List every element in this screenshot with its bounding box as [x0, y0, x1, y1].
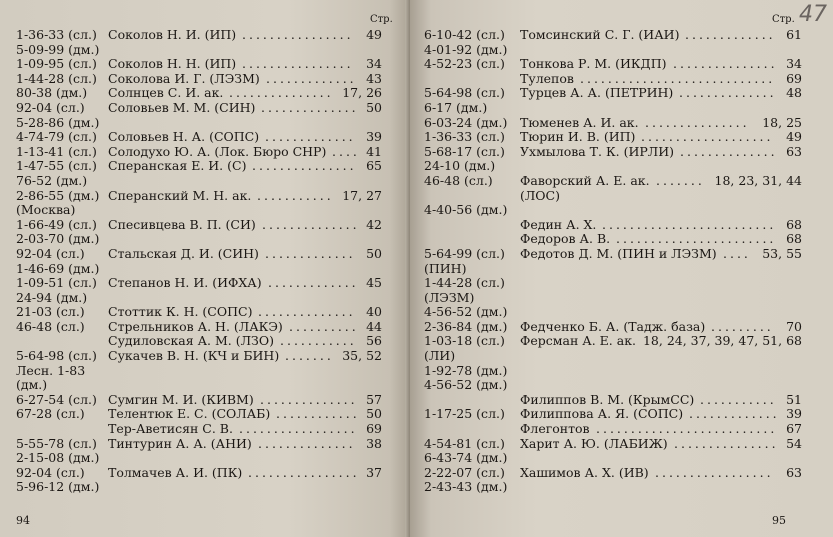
- page-refs: 40: [366, 304, 382, 320]
- index-entry: [424, 378, 802, 393]
- person-name: Соколов Н. И. (ИП): [108, 27, 237, 42]
- leader-dots: .......................: [616, 232, 777, 247]
- index-entry: [16, 203, 382, 218]
- phone-number: 4-40-56 (дм.): [424, 202, 508, 218]
- index-entry: [16, 116, 382, 131]
- person-name: Филиппов В. М. (КрымСС): [520, 391, 695, 407]
- page-refs: 34: [366, 56, 382, 72]
- index-entry: [16, 466, 382, 481]
- page-refs: 17, 26: [342, 85, 382, 101]
- index-entry: [424, 451, 802, 466]
- phone-number: 4-74-79 (сл.): [16, 129, 97, 145]
- index-entry: [16, 174, 382, 189]
- phone-number: 2-86-55 (дм.): [16, 187, 100, 203]
- leader-dots: ............: [276, 407, 360, 422]
- page-refs: 68: [786, 216, 802, 232]
- page-refs: 57: [366, 391, 382, 407]
- leader-dots: .......: [656, 173, 705, 188]
- left-page-number: 94: [16, 514, 30, 527]
- page-refs: 43: [366, 70, 382, 86]
- index-entry: [424, 72, 802, 87]
- person-name: Тер-Аветисян С. В.: [108, 421, 233, 437]
- page-refs: 56: [366, 333, 382, 349]
- index-entry: [424, 422, 802, 437]
- phone-number: 6-17 (дм.): [424, 99, 488, 115]
- index-entry: [424, 437, 802, 452]
- index-entry: [16, 437, 382, 452]
- person-name: Федин А. Х.: [520, 216, 597, 232]
- person-name: Сумгин М. И. (КИВМ): [108, 391, 254, 407]
- index-entry: [16, 247, 382, 262]
- index-entry: [16, 43, 382, 58]
- index-entry: [16, 320, 382, 335]
- phone-number: 1-92-78 (дм.): [424, 362, 508, 378]
- phone-number: 5-55-78 (сл.): [16, 435, 97, 451]
- phone-number: 5-64-98 (сл.): [424, 85, 505, 101]
- page-refs: 35, 52: [342, 348, 382, 364]
- phone-number: 5-64-98 (сл.): [16, 348, 97, 364]
- phone-number: 1-44-28 (сл.): [424, 275, 505, 291]
- page-refs: 39: [786, 406, 802, 422]
- phone-number: 46-48 (сл.): [424, 172, 493, 188]
- index-entry: [16, 262, 382, 277]
- index-entry: [16, 378, 382, 393]
- index-entry: [16, 86, 382, 101]
- phone-number: 1-47-55 (сл.): [16, 158, 97, 174]
- phone-number: 4-54-81 (сл.): [424, 435, 505, 451]
- index-entry: [16, 480, 382, 495]
- person-name: Толмачев А. И. (ПК): [108, 464, 243, 480]
- leader-dots: ................: [242, 28, 354, 42]
- phone-number: 6-03-24 (дм.): [424, 114, 508, 130]
- phone-number: 2-03-70 (дм.): [16, 231, 100, 247]
- index-entry: [16, 218, 382, 233]
- leader-dots: ...............: [645, 115, 750, 130]
- page-refs: 48: [786, 85, 802, 101]
- page-refs: 65: [366, 158, 382, 174]
- index-entry: [424, 28, 802, 43]
- phone-number: 4-01-92 (дм.): [424, 41, 508, 57]
- leader-dots: .............: [265, 130, 356, 145]
- person-name: Турцев А. А. (ПЕТРИН): [520, 85, 674, 101]
- leader-dots: ...............: [229, 86, 334, 101]
- person-name: Ферсман А. Е. ак.: [520, 333, 636, 349]
- phone-number: (ЛЭЗМ): [424, 289, 475, 305]
- index-entry: [424, 480, 802, 495]
- right-index-column: [424, 28, 802, 495]
- phone-number: 21-03 (сл.): [16, 304, 85, 320]
- phone-number: 1-66-49 (сл.): [16, 216, 97, 232]
- leader-dots: ....: [723, 246, 751, 261]
- phone-number: 5-68-17 (сл.): [424, 143, 505, 159]
- page-refs: 49: [786, 129, 802, 145]
- leader-dots: .............: [685, 28, 776, 42]
- page-refs: 50: [366, 99, 382, 115]
- index-entry: [16, 422, 382, 437]
- phone-number: 92-04 (сл.): [16, 245, 85, 261]
- person-name: Стоттик К. Н. (СОПС): [108, 304, 253, 320]
- person-name: Стальская Д. И. (СИН): [108, 245, 259, 261]
- leader-dots: ..............: [258, 436, 356, 451]
- leader-dots: ..............: [258, 305, 356, 320]
- leader-dots: .........: [711, 319, 774, 334]
- page-refs: 18, 24, 37, 39, 47, 51, 68: [642, 333, 802, 349]
- page-refs: 63: [786, 464, 802, 480]
- phone-number: 24-10 (дм.): [424, 158, 496, 174]
- left-page: [0, 0, 410, 537]
- phone-number: 76-52 (дм.): [16, 172, 88, 188]
- leader-dots: .................: [239, 422, 358, 437]
- person-name: Судиловская А. М. (ЛЗО): [108, 333, 274, 349]
- person-name: Соколов Н. Н. (ИП): [108, 56, 237, 72]
- person-name: Соловьев Н. А. (СОПС): [108, 129, 260, 145]
- index-entry: [424, 116, 802, 131]
- leader-dots: ...........: [280, 334, 357, 349]
- index-entry: [16, 334, 382, 349]
- phone-number: 6-10-42 (сл.): [424, 27, 505, 42]
- index-entry: [16, 276, 382, 291]
- leader-dots: .............: [268, 276, 359, 291]
- index-entry: [424, 159, 802, 174]
- page-refs: 61: [786, 27, 802, 42]
- page-refs: 17, 27: [342, 187, 382, 203]
- leader-dots: .............: [265, 246, 356, 261]
- phone-number: 2-36-84 (дм.): [424, 318, 508, 334]
- page-refs: 63: [786, 143, 802, 159]
- leader-dots: ............................: [580, 71, 776, 86]
- leader-dots: ...............: [252, 159, 357, 174]
- page-refs: 44: [366, 318, 382, 334]
- phone-number: (ПИН): [424, 260, 467, 276]
- index-entry: [424, 145, 802, 160]
- index-entry: [424, 262, 802, 277]
- person-name: Федченко Б. А. (Тадж. база): [520, 318, 706, 334]
- index-entry: [16, 72, 382, 87]
- pencil-annotation: 47: [799, 2, 827, 27]
- index-entry: [424, 407, 802, 422]
- index-entry: [16, 451, 382, 466]
- leader-dots: ................: [248, 465, 360, 480]
- person-name: Томсинский С. Г. (ИАИ): [520, 27, 680, 42]
- phone-number: 1-17-25 (сл.): [424, 406, 505, 422]
- person-name: Фаворский А. Е. ак.: [520, 172, 650, 188]
- page-refs: 41: [366, 143, 382, 159]
- page-refs: 18, 25: [762, 114, 802, 130]
- person-name: Солодухо Ю. А. (Лок. Бюро СНР): [108, 143, 327, 159]
- index-entry: [16, 291, 382, 306]
- phone-number: 5-96-12 (дм.): [16, 479, 100, 495]
- page-refs: 38: [366, 435, 382, 451]
- index-entry: [424, 232, 802, 247]
- person-name: Ухмылова Т. К. (ИРЛИ): [520, 143, 674, 159]
- index-entry: [424, 320, 802, 335]
- person-name: Тулепов: [520, 70, 574, 86]
- index-entry: [424, 334, 802, 349]
- index-entry: [424, 291, 802, 306]
- page-refs: 69: [366, 421, 382, 437]
- person-name: Стрельников А. Н. (ЛАКЭ): [108, 318, 283, 334]
- phone-number: 4-56-52 (дм.): [424, 304, 508, 320]
- leader-dots: ...........: [257, 188, 334, 203]
- index-entry: [424, 218, 802, 233]
- phone-number: 67-28 (сл.): [16, 406, 85, 422]
- phone-number: 5-28-86 (дм.): [16, 114, 100, 130]
- index-entry: [16, 145, 382, 160]
- phone-number: 92-04 (сл.): [16, 99, 85, 115]
- page-refs: 70: [786, 318, 802, 334]
- index-entry: [424, 203, 802, 218]
- right-page: [410, 0, 833, 537]
- index-entry: [424, 276, 802, 291]
- page-refs: 42: [366, 216, 382, 232]
- leader-dots: ..............: [262, 217, 360, 232]
- index-entry: [16, 101, 382, 116]
- page-refs: 45: [366, 275, 382, 291]
- phone-number: 2-22-07 (сл.): [424, 464, 505, 480]
- person-name: Тонкова Р. М. (ИКДП): [520, 56, 667, 72]
- leader-dots: ..........................: [596, 422, 778, 437]
- index-entry: [424, 349, 802, 364]
- index-entry: [424, 57, 802, 72]
- index-entry: [16, 28, 382, 43]
- index-entry: [424, 43, 802, 58]
- left-index-column: [16, 28, 382, 495]
- phone-number: 5-64-99 (сл.): [424, 245, 505, 261]
- leader-dots: ..............: [260, 392, 358, 407]
- phone-number: 4-56-52 (дм.): [424, 377, 508, 393]
- person-name: Федотов Д. М. (ПИН и ЛЭЗМ): [520, 245, 717, 261]
- person-name: Соколова И. Г. (ЛЭЗМ): [108, 70, 260, 86]
- leader-dots: ...............: [673, 57, 778, 72]
- leader-dots: ...............: [674, 436, 779, 451]
- page-refs: 34: [786, 56, 802, 72]
- phone-number: (дм.): [16, 377, 48, 393]
- phone-number: Лесн. 1-83: [16, 362, 86, 378]
- phone-number: 92-04 (сл.): [16, 464, 85, 480]
- index-entry: [424, 364, 802, 379]
- page-refs: 67: [786, 421, 802, 437]
- page-refs: 18, 23, 31, 44: [714, 172, 802, 188]
- leader-dots: ..............: [680, 144, 778, 159]
- index-entry: [16, 57, 382, 72]
- leader-dots: ................: [242, 57, 354, 72]
- page-refs: 54: [786, 435, 802, 451]
- phone-number: 2-15-08 (дм.): [16, 450, 100, 466]
- phone-number: 1-36-33 (сл.): [16, 27, 97, 42]
- leader-dots: ...........: [700, 392, 777, 407]
- leader-dots: ..............: [261, 100, 359, 115]
- phone-number: 1-36-33 (сл.): [424, 129, 505, 145]
- index-entry: [16, 364, 382, 379]
- index-entry: [424, 466, 802, 481]
- right-page-column-header: Стр.: [772, 14, 795, 25]
- leader-dots: .............: [266, 71, 357, 86]
- phone-number: 4-52-23 (сл.): [424, 56, 505, 72]
- phone-number: 24-94 (дм.): [16, 289, 88, 305]
- person-name: Спесивцева В. П. (СИ): [108, 216, 256, 232]
- person-name: Солнцев С. И. ак.: [108, 85, 224, 101]
- page-refs: 69: [786, 70, 802, 86]
- index-entry: [16, 305, 382, 320]
- phone-number: 1-44-28 (сл.): [16, 70, 97, 86]
- phone-number: 46-48 (сл.): [16, 318, 85, 334]
- phone-number: (ЛИ): [424, 348, 456, 364]
- index-entry: [16, 349, 382, 364]
- phone-number: 1-09-95 (сл.): [16, 56, 97, 72]
- phone-number: (Москва): [16, 202, 76, 218]
- index-entry: [424, 86, 802, 101]
- index-entry: [16, 407, 382, 422]
- person-name: Хашимов А. Х. (ИВ): [520, 464, 649, 480]
- leader-dots: .................: [655, 465, 774, 480]
- page-refs: 37: [366, 464, 382, 480]
- index-entry: [424, 247, 802, 262]
- leader-dots: .......: [285, 349, 334, 364]
- person-name: Тюрин И. В. (ИП): [520, 129, 636, 145]
- person-name: Флегонтов: [520, 421, 590, 437]
- person-name: Степанов Н. И. (ИФХА): [108, 275, 262, 291]
- right-page-number: 95: [772, 514, 786, 527]
- index-entry: [16, 130, 382, 145]
- person-name: Соловьев М. М. (СИН): [108, 99, 256, 115]
- person-name: Харит А. Ю. (ЛАБИЖ): [520, 435, 668, 451]
- page-refs: 39: [366, 129, 382, 145]
- leader-dots: ..............: [679, 86, 777, 101]
- phone-number: 6-43-74 (дм.): [424, 450, 508, 466]
- page-refs: 50: [366, 245, 382, 261]
- leader-dots: .........................: [602, 217, 777, 232]
- leader-dots: ...................: [641, 130, 774, 145]
- index-entry: [16, 159, 382, 174]
- page-refs: 50: [366, 406, 382, 422]
- phone-number: 2-43-43 (дм.): [424, 479, 508, 495]
- person-name: Филиппова А. Я. (СОПС): [520, 406, 684, 422]
- leader-dots: .............: [689, 407, 780, 422]
- phone-number: 6-27-54 (сл.): [16, 391, 97, 407]
- person-name: Сперанский М. Н. ак.: [108, 187, 252, 203]
- leader-dots: ..........: [289, 319, 359, 334]
- person-name: Телентюк Е. С. (СОЛАБ): [108, 406, 271, 422]
- person-name: Сукачев В. Н. (КЧ и БИН): [108, 348, 280, 364]
- page-refs: 49: [366, 27, 382, 42]
- index-entry: [424, 101, 802, 116]
- phone-number: 1-46-69 (дм.): [16, 260, 100, 276]
- phone-number: 5-09-99 (дм.): [16, 41, 100, 57]
- person-name: Тюменев А. И. ак.: [520, 114, 639, 130]
- index-entry: [16, 393, 382, 408]
- index-entry: [424, 130, 802, 145]
- phone-number: 1-09-51 (сл.): [16, 275, 97, 291]
- person-name: Тинтурин А. А. (АНИ): [108, 435, 252, 451]
- index-entry: [16, 189, 382, 204]
- person-name: Сперанская Е. И. (С): [108, 158, 247, 174]
- index-entry: [16, 232, 382, 247]
- person-name: Федоров А. В.: [520, 231, 611, 247]
- index-entry: [424, 393, 802, 408]
- page-refs: 51: [786, 391, 802, 407]
- phone-number: 80-38 (дм.): [16, 85, 88, 101]
- phone-number: 1-13-41 (сл.): [16, 143, 97, 159]
- phone-number: 1-03-18 (сл.): [424, 333, 505, 349]
- page-refs: 53, 55: [762, 245, 802, 261]
- leader-dots: ....: [332, 144, 360, 159]
- index-entry: [424, 189, 802, 204]
- person-name: (ЛОС): [520, 187, 560, 203]
- index-entry: [424, 174, 802, 189]
- left-page-column-header: Стр.: [370, 14, 393, 25]
- page-refs: 68: [786, 231, 802, 247]
- index-entry: [424, 305, 802, 320]
